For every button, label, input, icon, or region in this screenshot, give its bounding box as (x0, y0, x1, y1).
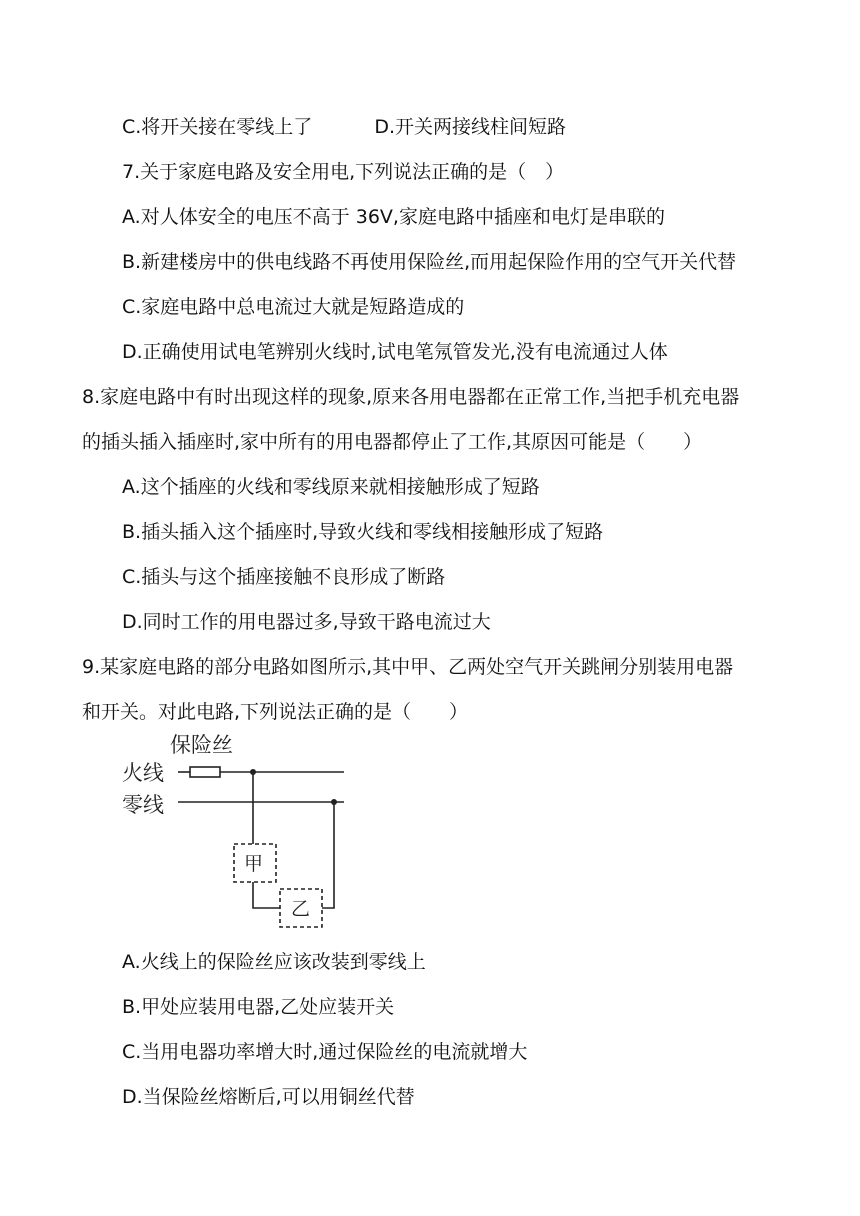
q8-stem-line1: 8.家庭电路中有时出现这样的现象,原来各用电器都在正常工作,当把手机充电器 (82, 386, 740, 408)
q7-option-c: C.家庭电路中总电流过大就是短路造成的 (122, 296, 465, 318)
q9-option-d: D.当保险丝熔断后,可以用铜丝代替 (122, 1086, 415, 1108)
q9-option-c: C.当用电器功率增大时,通过保险丝的电流就增大 (122, 1041, 528, 1063)
q8-option-a: A.这个插座的火线和零线原来就相接触形成了短路 (122, 476, 540, 498)
box-b-label: 乙 (291, 898, 311, 920)
q7-option-d: D.正确使用试电笔辨别火线时,试电笔氖管发光,没有电流通过人体 (122, 341, 668, 363)
q7-stem: 7.关于家庭电路及安全用电,下列说法正确的是（ ） (122, 161, 565, 183)
q7-option-b: B.新建楼房中的供电线路不再使用保险丝,而用起保险作用的空气开关代替 (122, 251, 737, 273)
q9-option-b: B.甲处应装用电器,乙处应装开关 (122, 996, 395, 1018)
fuse-symbol (190, 767, 220, 777)
return-wire (322, 802, 334, 908)
circuit-diagram (112, 732, 362, 938)
q8-option-d: D.同时工作的用电器过多,导致干路电流过大 (122, 611, 491, 633)
q8-stem-line2: 的插头插入插座时,家中所有的用电器都停止了工作,其原因可能是（ ） (82, 431, 703, 453)
connect-wire-ab (253, 882, 280, 908)
q6-option-c: C.将开关接在零线上了 (122, 116, 313, 138)
box-a-label: 甲 (244, 853, 264, 875)
q9-stem-line1: 9.某家庭电路的部分电路如图所示,其中甲、乙两处空气开关跳闸分别装用电器 (82, 656, 734, 678)
q6-option-d: D.开关两接线柱间短路 (374, 116, 566, 138)
live-wire-label: 火线 (122, 761, 164, 785)
neutral-wire-label: 零线 (122, 793, 164, 817)
q9-stem-line2: 和开关。对此电路,下列说法正确的是（ ） (82, 701, 469, 723)
q7-option-a: A.对人体安全的电压不高于 36V,家庭电路中插座和电灯是串联的 (122, 206, 665, 228)
q8-option-b: B.插头插入这个插座时,导致火线和零线相接触形成了短路 (122, 521, 604, 543)
q9-option-a: A.火线上的保险丝应该改装到零线上 (122, 951, 426, 973)
fuse-label: 保险丝 (170, 733, 233, 757)
q8-option-c: C.插头与这个插座接触不良形成了断路 (122, 566, 446, 588)
q6-options-row (122, 113, 566, 141)
